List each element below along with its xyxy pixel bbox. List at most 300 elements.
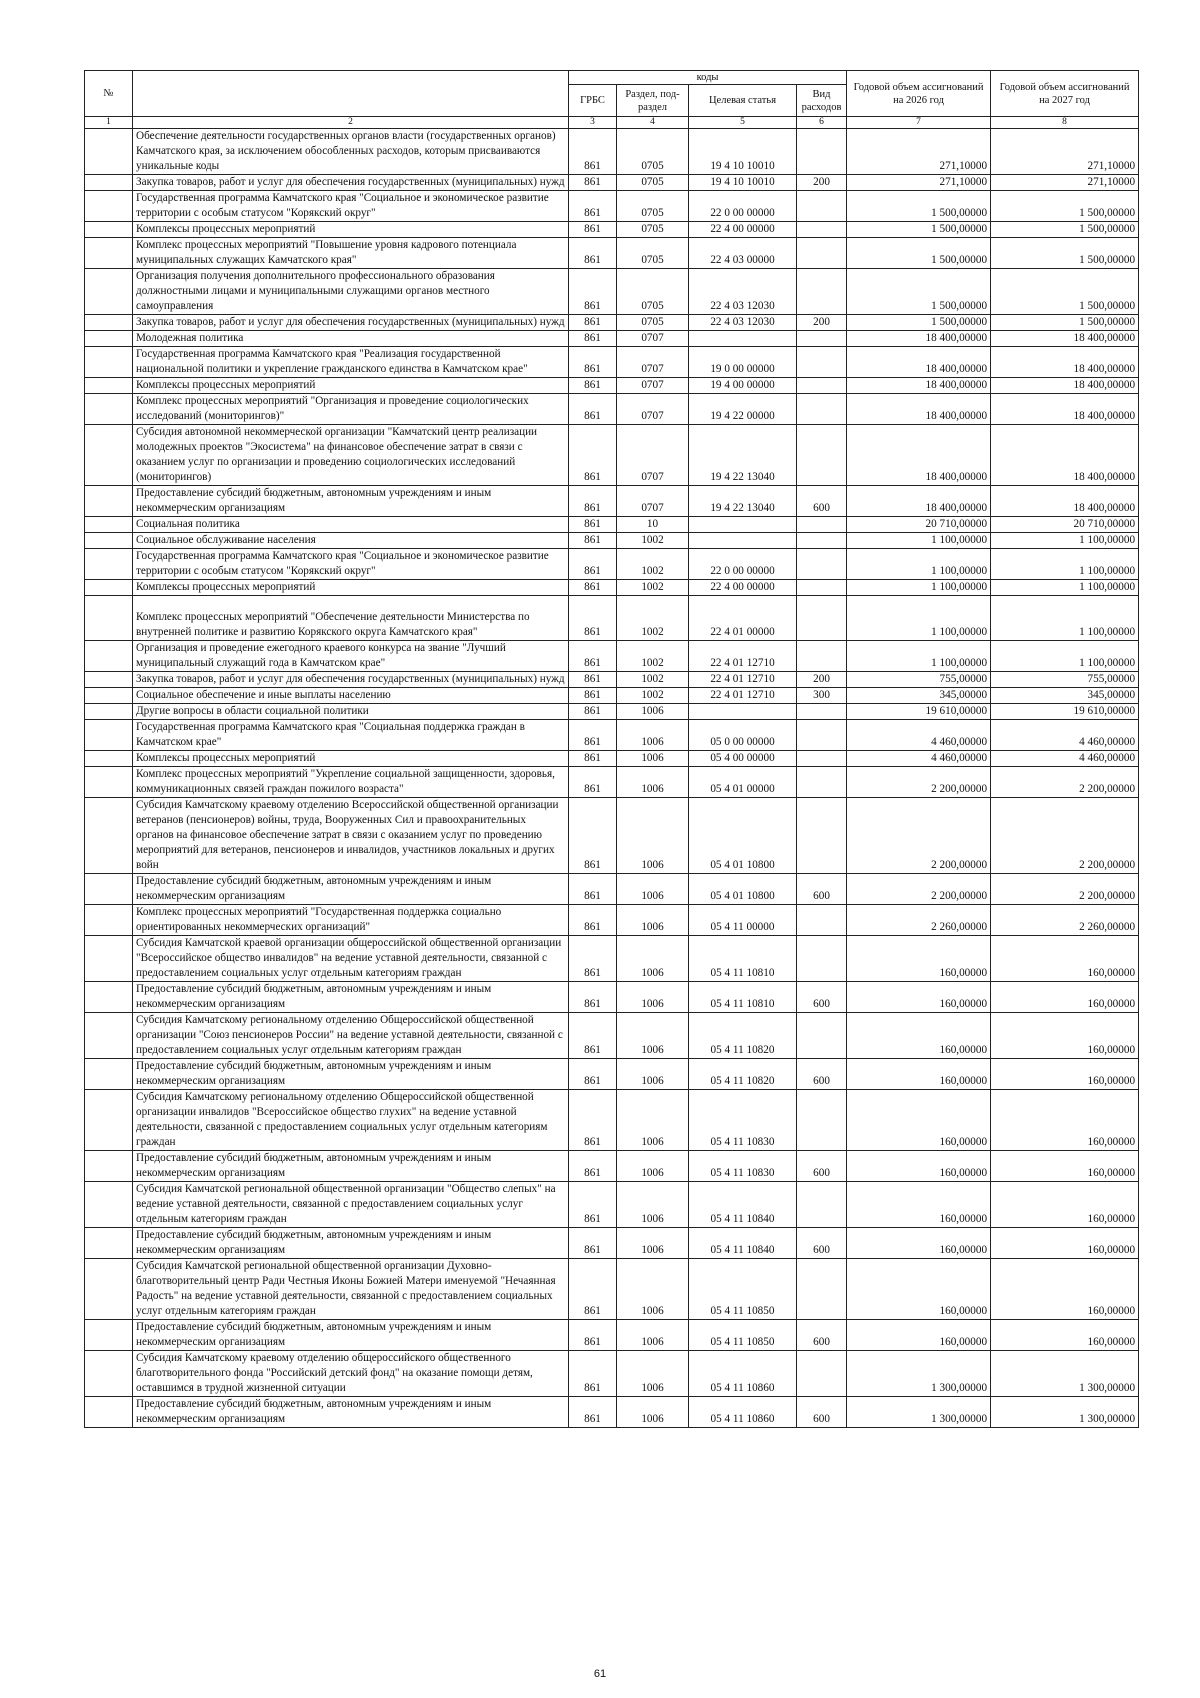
row-kind bbox=[797, 1182, 847, 1228]
row-number bbox=[85, 704, 133, 720]
table-row bbox=[85, 1228, 1139, 1259]
row-kind bbox=[797, 1259, 847, 1320]
row-name: Закупка товаров, работ и услуг для обеспечения государственных (муниципальных) нужд bbox=[133, 175, 569, 191]
row-volume-2027: 160,00000 bbox=[991, 1059, 1139, 1090]
row-grbs: 861 bbox=[569, 580, 617, 596]
row-number bbox=[85, 1013, 133, 1059]
row-volume-2026: 1 100,00000 bbox=[847, 533, 991, 549]
table-row bbox=[85, 596, 1139, 641]
table-row bbox=[85, 874, 1139, 905]
table-row bbox=[85, 936, 1139, 982]
row-volume-2027: 1 100,00000 bbox=[991, 641, 1139, 672]
row-volume-2026: 1 100,00000 bbox=[847, 580, 991, 596]
row-volume-2027: 160,00000 bbox=[991, 982, 1139, 1013]
table-row bbox=[85, 1351, 1139, 1397]
row-number bbox=[85, 191, 133, 222]
row-volume-2026: 1 500,00000 bbox=[847, 238, 991, 269]
row-grbs: 861 bbox=[569, 641, 617, 672]
row-name: Другие вопросы в области социальной политики bbox=[133, 704, 569, 720]
row-volume-2027: 2 200,00000 bbox=[991, 798, 1139, 874]
row-grbs: 861 bbox=[569, 1320, 617, 1351]
row-grbs: 861 bbox=[569, 129, 617, 175]
row-target: 05 4 11 10840 bbox=[689, 1228, 797, 1259]
page-number: 61 bbox=[593, 1668, 607, 1680]
row-volume-2027: 160,00000 bbox=[991, 936, 1139, 982]
row-name: Предоставление субсидий бюджетным, автономным учреждениям и иным некоммерческим организациям bbox=[133, 1228, 569, 1259]
row-target: 19 4 00 00000 bbox=[689, 378, 797, 394]
row-volume-2026: 271,10000 bbox=[847, 129, 991, 175]
table-row bbox=[85, 1013, 1139, 1059]
row-target: 22 4 01 00000 bbox=[689, 596, 797, 641]
row-kind bbox=[797, 129, 847, 175]
table-row bbox=[85, 1151, 1139, 1182]
column-index: 6 bbox=[797, 117, 847, 129]
header-volume-2026: Годовой объем ассигнований на 2026 год bbox=[847, 71, 991, 117]
row-volume-2026: 18 400,00000 bbox=[847, 425, 991, 486]
row-section: 0707 bbox=[617, 378, 689, 394]
row-grbs: 861 bbox=[569, 751, 617, 767]
row-name: Субсидия Камчатской региональной общественной организации Духовно-благотворительный центр Ради Честныя Иконы Божией Матери именуемой "Нечаянная Радость" на ведение уставной деятельности, связанной с предоставлением социальных услуг отдельным категориям граждан bbox=[133, 1259, 569, 1320]
row-number bbox=[85, 1228, 133, 1259]
row-grbs: 861 bbox=[569, 874, 617, 905]
row-grbs: 861 bbox=[569, 425, 617, 486]
row-name: Предоставление субсидий бюджетным, автономным учреждениям и иным некоммерческим организациям bbox=[133, 1320, 569, 1351]
row-number bbox=[85, 688, 133, 704]
row-volume-2027: 1 300,00000 bbox=[991, 1397, 1139, 1428]
row-section: 1006 bbox=[617, 982, 689, 1013]
row-volume-2027: 1 500,00000 bbox=[991, 269, 1139, 315]
row-target: 22 4 00 00000 bbox=[689, 580, 797, 596]
table-row bbox=[85, 704, 1139, 720]
table-row bbox=[85, 549, 1139, 580]
row-volume-2027: 160,00000 bbox=[991, 1320, 1139, 1351]
row-name: Предоставление субсидий бюджетным, автономным учреждениям и иным некоммерческим организациям bbox=[133, 982, 569, 1013]
table-row bbox=[85, 1090, 1139, 1151]
row-number bbox=[85, 905, 133, 936]
row-section: 0707 bbox=[617, 425, 689, 486]
row-number bbox=[85, 269, 133, 315]
row-target: 19 4 10 10010 bbox=[689, 129, 797, 175]
row-section: 0707 bbox=[617, 486, 689, 517]
row-grbs: 861 bbox=[569, 688, 617, 704]
row-grbs: 861 bbox=[569, 394, 617, 425]
row-volume-2027: 271,10000 bbox=[991, 129, 1139, 175]
row-section: 10 bbox=[617, 517, 689, 533]
row-name: Комплекс процессных мероприятий "Организация и проведение социологических исследований (мониторингов)" bbox=[133, 394, 569, 425]
table-row bbox=[85, 347, 1139, 378]
table-row bbox=[85, 517, 1139, 533]
row-number bbox=[85, 751, 133, 767]
header-grbs: ГРБС bbox=[569, 85, 617, 117]
row-target: 05 4 11 10810 bbox=[689, 936, 797, 982]
row-target: 22 4 03 12030 bbox=[689, 269, 797, 315]
table-row bbox=[85, 269, 1139, 315]
row-section: 0707 bbox=[617, 394, 689, 425]
column-index: 7 bbox=[847, 117, 991, 129]
row-volume-2026: 1 300,00000 bbox=[847, 1351, 991, 1397]
row-section: 1006 bbox=[617, 1397, 689, 1428]
table-row bbox=[85, 1259, 1139, 1320]
row-volume-2027: 18 400,00000 bbox=[991, 394, 1139, 425]
row-grbs: 861 bbox=[569, 549, 617, 580]
row-volume-2026: 18 400,00000 bbox=[847, 347, 991, 378]
row-grbs: 861 bbox=[569, 1351, 617, 1397]
table-row bbox=[85, 394, 1139, 425]
row-grbs: 861 bbox=[569, 1397, 617, 1428]
row-kind bbox=[797, 517, 847, 533]
row-target: 05 4 11 10850 bbox=[689, 1320, 797, 1351]
table-row bbox=[85, 1397, 1139, 1428]
header-name bbox=[133, 71, 569, 117]
row-kind bbox=[797, 905, 847, 936]
table-row bbox=[85, 672, 1139, 688]
row-kind bbox=[797, 1351, 847, 1397]
row-number bbox=[85, 1259, 133, 1320]
row-name: Молодежная политика bbox=[133, 331, 569, 347]
row-volume-2027: 2 260,00000 bbox=[991, 905, 1139, 936]
table-row bbox=[85, 486, 1139, 517]
row-kind bbox=[797, 533, 847, 549]
row-volume-2027: 345,00000 bbox=[991, 688, 1139, 704]
row-grbs: 861 bbox=[569, 238, 617, 269]
row-target: 19 0 00 00000 bbox=[689, 347, 797, 378]
row-number bbox=[85, 315, 133, 331]
row-name: Комплекс процессных мероприятий "Обеспечение деятельности Министерства по внутренней политике и развитию Корякского округа Камчатского края" bbox=[133, 596, 569, 641]
row-volume-2026: 755,00000 bbox=[847, 672, 991, 688]
row-grbs: 861 bbox=[569, 767, 617, 798]
row-volume-2027: 4 460,00000 bbox=[991, 720, 1139, 751]
row-volume-2027: 160,00000 bbox=[991, 1013, 1139, 1059]
row-target: 22 4 01 12710 bbox=[689, 641, 797, 672]
column-index: 8 bbox=[991, 117, 1139, 129]
row-name: Комплекс процессных мероприятий "Государственная поддержка социально ориентированных некоммерческих организаций" bbox=[133, 905, 569, 936]
row-volume-2027: 18 400,00000 bbox=[991, 347, 1139, 378]
row-section: 1006 bbox=[617, 798, 689, 874]
row-name: Закупка товаров, работ и услуг для обеспечения государственных (муниципальных) нужд bbox=[133, 672, 569, 688]
row-volume-2027: 20 710,00000 bbox=[991, 517, 1139, 533]
row-grbs: 861 bbox=[569, 982, 617, 1013]
header-volume-2027: Годовой объем ассигнований на 2027 год bbox=[991, 71, 1139, 117]
row-section: 0705 bbox=[617, 315, 689, 331]
row-volume-2027: 18 400,00000 bbox=[991, 331, 1139, 347]
row-target: 05 4 11 10860 bbox=[689, 1397, 797, 1428]
row-volume-2026: 160,00000 bbox=[847, 982, 991, 1013]
row-volume-2026: 20 710,00000 bbox=[847, 517, 991, 533]
row-section: 0707 bbox=[617, 347, 689, 378]
row-section: 1006 bbox=[617, 1090, 689, 1151]
row-name: Субсидия Камчатскому региональному отделению Общероссийской общественной организации инвалидов "Всероссийское общество глухих" на ведение уставной деятельности, связанной с предоставлением социальных услуг отдельным категориям граждан bbox=[133, 1090, 569, 1151]
row-grbs: 861 bbox=[569, 1182, 617, 1228]
row-number bbox=[85, 1320, 133, 1351]
row-volume-2027: 1 100,00000 bbox=[991, 580, 1139, 596]
table-row bbox=[85, 1059, 1139, 1090]
row-volume-2027: 2 200,00000 bbox=[991, 874, 1139, 905]
row-name: Комплексы процессных мероприятий bbox=[133, 580, 569, 596]
table-row bbox=[85, 222, 1139, 238]
table-row bbox=[85, 1182, 1139, 1228]
table-row bbox=[85, 129, 1139, 175]
row-kind: 300 bbox=[797, 688, 847, 704]
row-number bbox=[85, 394, 133, 425]
row-kind bbox=[797, 191, 847, 222]
row-name: Организация получения дополнительного профессионального образования должностными лицами и муниципальными служащими органов местного самоуправления bbox=[133, 269, 569, 315]
row-section: 1002 bbox=[617, 688, 689, 704]
row-number bbox=[85, 1182, 133, 1228]
row-kind bbox=[797, 549, 847, 580]
row-volume-2026: 1 100,00000 bbox=[847, 641, 991, 672]
table-row bbox=[85, 331, 1139, 347]
row-kind bbox=[797, 720, 847, 751]
table-row bbox=[85, 378, 1139, 394]
row-volume-2027: 1 300,00000 bbox=[991, 1351, 1139, 1397]
row-kind bbox=[797, 767, 847, 798]
row-target: 05 4 11 10830 bbox=[689, 1090, 797, 1151]
row-target: 05 4 01 10800 bbox=[689, 798, 797, 874]
row-section: 1006 bbox=[617, 1228, 689, 1259]
column-index: 5 bbox=[689, 117, 797, 129]
row-target: 19 4 10 10010 bbox=[689, 175, 797, 191]
row-grbs: 861 bbox=[569, 486, 617, 517]
row-name: Закупка товаров, работ и услуг для обеспечения государственных (муниципальных) нужд bbox=[133, 315, 569, 331]
row-volume-2026: 1 500,00000 bbox=[847, 191, 991, 222]
row-name: Государственная программа Камчатского края "Социальное и экономическое развитие территории с особым статусом "Корякский округ" bbox=[133, 191, 569, 222]
row-number bbox=[85, 798, 133, 874]
row-grbs: 861 bbox=[569, 720, 617, 751]
row-volume-2026: 19 610,00000 bbox=[847, 704, 991, 720]
row-volume-2026: 160,00000 bbox=[847, 1320, 991, 1351]
row-target: 22 4 03 12030 bbox=[689, 315, 797, 331]
row-name: Субсидия Камчатскому краевому отделению общероссийского общественного благотворительного фонда "Российский детский фонд" на оказание помощи детям, оставшимся в трудной жизненной ситуации bbox=[133, 1351, 569, 1397]
row-target: 05 4 00 00000 bbox=[689, 751, 797, 767]
row-name: Государственная программа Камчатского края "Социальное и экономическое развитие территории с особым статусом "Корякский округ" bbox=[133, 549, 569, 580]
row-target bbox=[689, 517, 797, 533]
row-volume-2026: 160,00000 bbox=[847, 1013, 991, 1059]
row-volume-2026: 160,00000 bbox=[847, 1182, 991, 1228]
row-number bbox=[85, 129, 133, 175]
row-section: 0705 bbox=[617, 269, 689, 315]
row-kind: 600 bbox=[797, 874, 847, 905]
row-target: 19 4 22 13040 bbox=[689, 425, 797, 486]
row-volume-2026: 2 200,00000 bbox=[847, 874, 991, 905]
row-kind bbox=[797, 580, 847, 596]
row-volume-2027: 18 400,00000 bbox=[991, 425, 1139, 486]
header-number: № bbox=[85, 71, 133, 117]
row-number bbox=[85, 936, 133, 982]
row-name: Организация и проведение ежегодного краевого конкурса на звание "Лучший муниципальный служащий года в Камчатском крае" bbox=[133, 641, 569, 672]
row-name: Предоставление субсидий бюджетным, автономным учреждениям и иным некоммерческим организациям bbox=[133, 486, 569, 517]
row-grbs: 861 bbox=[569, 798, 617, 874]
row-target: 22 4 03 00000 bbox=[689, 238, 797, 269]
row-name: Субсидия Камчатскому краевому отделению Всероссийской общественной организации ветеранов (пенсионеров) войны, труда, Вооруженных Сил и правоохранительных органов на финансовое обеспечение затрат в связи с оказанием услуг по проведению мероприятий для ветеранов, пенсионеров и инвалидов, участников локальных и других войн bbox=[133, 798, 569, 874]
row-grbs: 861 bbox=[569, 1228, 617, 1259]
row-section: 0705 bbox=[617, 238, 689, 269]
row-kind bbox=[797, 751, 847, 767]
row-number bbox=[85, 1059, 133, 1090]
row-kind bbox=[797, 238, 847, 269]
table-row bbox=[85, 175, 1139, 191]
table-row bbox=[85, 905, 1139, 936]
row-section: 1006 bbox=[617, 1320, 689, 1351]
row-volume-2027: 18 400,00000 bbox=[991, 378, 1139, 394]
row-section: 1002 bbox=[617, 672, 689, 688]
row-kind bbox=[797, 1013, 847, 1059]
row-volume-2027: 160,00000 bbox=[991, 1182, 1139, 1228]
row-section: 0705 bbox=[617, 191, 689, 222]
row-grbs: 861 bbox=[569, 331, 617, 347]
row-volume-2026: 4 460,00000 bbox=[847, 751, 991, 767]
row-volume-2027: 19 610,00000 bbox=[991, 704, 1139, 720]
table-row bbox=[85, 720, 1139, 751]
row-name: Предоставление субсидий бюджетным, автономным учреждениям и иным некоммерческим организациям bbox=[133, 1151, 569, 1182]
row-name: Государственная программа Камчатского края "Реализация государственной национальной политики и укрепление гражданского единства в Камчатском крае" bbox=[133, 347, 569, 378]
row-number bbox=[85, 486, 133, 517]
row-volume-2026: 2 200,00000 bbox=[847, 798, 991, 874]
row-name: Комплексы процессных мероприятий bbox=[133, 378, 569, 394]
row-volume-2026: 160,00000 bbox=[847, 1151, 991, 1182]
row-section: 1002 bbox=[617, 596, 689, 641]
row-name: Субсидия автономной некоммерческой организации "Камчатский центр реализации молодежных проектов "Экосистема" на финансовое обеспечение затрат в связи с оказанием услуг по организации и проведению социологических исследований (мониторингов) bbox=[133, 425, 569, 486]
row-section: 1006 bbox=[617, 1059, 689, 1090]
header-kind: Вид расходов bbox=[797, 85, 847, 117]
row-target bbox=[689, 331, 797, 347]
row-volume-2027: 1 500,00000 bbox=[991, 315, 1139, 331]
row-section: 1002 bbox=[617, 580, 689, 596]
row-volume-2026: 345,00000 bbox=[847, 688, 991, 704]
row-number bbox=[85, 347, 133, 378]
row-number bbox=[85, 222, 133, 238]
budget-table bbox=[84, 70, 1139, 1428]
row-volume-2026: 1 500,00000 bbox=[847, 222, 991, 238]
row-grbs: 861 bbox=[569, 191, 617, 222]
row-name: Социальное обеспечение и иные выплаты населению bbox=[133, 688, 569, 704]
row-grbs: 861 bbox=[569, 1059, 617, 1090]
row-target: 22 4 00 00000 bbox=[689, 222, 797, 238]
row-target: 22 0 00 00000 bbox=[689, 549, 797, 580]
row-target: 05 4 11 00000 bbox=[689, 905, 797, 936]
row-section: 1006 bbox=[617, 751, 689, 767]
row-grbs: 861 bbox=[569, 1151, 617, 1182]
row-volume-2026: 160,00000 bbox=[847, 1228, 991, 1259]
row-volume-2026: 1 500,00000 bbox=[847, 269, 991, 315]
row-kind: 600 bbox=[797, 1151, 847, 1182]
row-number bbox=[85, 720, 133, 751]
row-kind bbox=[797, 596, 847, 641]
row-volume-2027: 160,00000 bbox=[991, 1228, 1139, 1259]
row-kind: 600 bbox=[797, 1320, 847, 1351]
row-number bbox=[85, 1397, 133, 1428]
row-name: Предоставление субсидий бюджетным, автономным учреждениям и иным некоммерческим организациям bbox=[133, 1059, 569, 1090]
row-volume-2026: 1 500,00000 bbox=[847, 315, 991, 331]
row-kind: 600 bbox=[797, 1059, 847, 1090]
row-name: Субсидия Камчатскому региональному отделению Общероссийской общественной организации "Союз пенсионеров России" на ведение уставной деятельности, связанной с предоставлением социальных услуг отдельным категориям граждан bbox=[133, 1013, 569, 1059]
row-section: 1006 bbox=[617, 1013, 689, 1059]
row-target: 05 0 00 00000 bbox=[689, 720, 797, 751]
table-body bbox=[85, 129, 1139, 1428]
row-kind: 200 bbox=[797, 672, 847, 688]
row-number bbox=[85, 641, 133, 672]
row-volume-2027: 160,00000 bbox=[991, 1151, 1139, 1182]
table-row bbox=[85, 767, 1139, 798]
row-volume-2026: 18 400,00000 bbox=[847, 394, 991, 425]
row-name: Субсидия Камчатской региональной общественной организации "Общество слепых" на ведение уставной деятельности, связанной с предоставлением социальных услуг отдельным категориям граждан bbox=[133, 1182, 569, 1228]
row-number bbox=[85, 175, 133, 191]
row-name: Комплекс процессных мероприятий "Повышение уровня кадрового потенциала муниципальных служащих Камчатского края" bbox=[133, 238, 569, 269]
row-number bbox=[85, 425, 133, 486]
row-section: 0705 bbox=[617, 175, 689, 191]
row-volume-2027: 4 460,00000 bbox=[991, 751, 1139, 767]
row-target bbox=[689, 533, 797, 549]
row-name: Субсидия Камчатской краевой организации общероссийской общественной организации "Всероссийское общество инвалидов" на ведение уставной деятельности, связанной с предоставлением социальных услуг отдельным категориям граждан bbox=[133, 936, 569, 982]
table-row bbox=[85, 641, 1139, 672]
row-grbs: 861 bbox=[569, 378, 617, 394]
row-kind: 200 bbox=[797, 315, 847, 331]
row-target: 05 4 11 10820 bbox=[689, 1013, 797, 1059]
row-grbs: 861 bbox=[569, 1259, 617, 1320]
row-target: 22 4 01 12710 bbox=[689, 688, 797, 704]
row-volume-2027: 1 500,00000 bbox=[991, 222, 1139, 238]
row-volume-2026: 160,00000 bbox=[847, 1090, 991, 1151]
row-volume-2027: 18 400,00000 bbox=[991, 486, 1139, 517]
row-kind bbox=[797, 347, 847, 378]
row-number bbox=[85, 596, 133, 641]
table-row bbox=[85, 425, 1139, 486]
row-grbs: 861 bbox=[569, 269, 617, 315]
row-volume-2026: 18 400,00000 bbox=[847, 486, 991, 517]
row-kind: 200 bbox=[797, 175, 847, 191]
header-codes: коды bbox=[569, 71, 847, 85]
row-volume-2027: 1 100,00000 bbox=[991, 549, 1139, 580]
row-volume-2027: 271,10000 bbox=[991, 175, 1139, 191]
row-kind bbox=[797, 425, 847, 486]
row-volume-2027: 160,00000 bbox=[991, 1259, 1139, 1320]
row-volume-2026: 1 100,00000 bbox=[847, 549, 991, 580]
row-target: 05 4 11 10830 bbox=[689, 1151, 797, 1182]
row-kind bbox=[797, 641, 847, 672]
row-kind bbox=[797, 222, 847, 238]
row-section: 0705 bbox=[617, 129, 689, 175]
row-section: 1006 bbox=[617, 936, 689, 982]
row-name: Социальная политика bbox=[133, 517, 569, 533]
row-volume-2027: 1 100,00000 bbox=[991, 596, 1139, 641]
row-name: Социальное обслуживание населения bbox=[133, 533, 569, 549]
row-section: 1006 bbox=[617, 1351, 689, 1397]
row-number bbox=[85, 1090, 133, 1151]
row-grbs: 861 bbox=[569, 347, 617, 378]
row-number bbox=[85, 1351, 133, 1397]
row-target: 19 4 22 00000 bbox=[689, 394, 797, 425]
row-name: Государственная программа Камчатского края "Социальная поддержка граждан в Камчатском крае" bbox=[133, 720, 569, 751]
row-volume-2026: 18 400,00000 bbox=[847, 378, 991, 394]
row-volume-2027: 1 100,00000 bbox=[991, 533, 1139, 549]
row-target: 05 4 11 10840 bbox=[689, 1182, 797, 1228]
table-row bbox=[85, 688, 1139, 704]
row-kind bbox=[797, 378, 847, 394]
row-grbs: 861 bbox=[569, 533, 617, 549]
row-target: 22 0 00 00000 bbox=[689, 191, 797, 222]
row-volume-2027: 160,00000 bbox=[991, 1090, 1139, 1151]
row-number bbox=[85, 378, 133, 394]
row-name: Комплекс процессных мероприятий "Укрепление социальной защищенности, здоровья, коммуникационных связей граждан пожилого возраста" bbox=[133, 767, 569, 798]
row-section: 1002 bbox=[617, 533, 689, 549]
row-grbs: 861 bbox=[569, 222, 617, 238]
row-grbs: 861 bbox=[569, 704, 617, 720]
row-name: Обеспечение деятельности государственных органов власти (государственных органов) Камчатского края, за исключением обособленных расходов, которым присваиваются уникальные коды bbox=[133, 129, 569, 175]
row-kind: 600 bbox=[797, 486, 847, 517]
row-grbs: 861 bbox=[569, 1013, 617, 1059]
row-grbs: 861 bbox=[569, 596, 617, 641]
row-name: Комплексы процессных мероприятий bbox=[133, 751, 569, 767]
row-volume-2026: 18 400,00000 bbox=[847, 331, 991, 347]
